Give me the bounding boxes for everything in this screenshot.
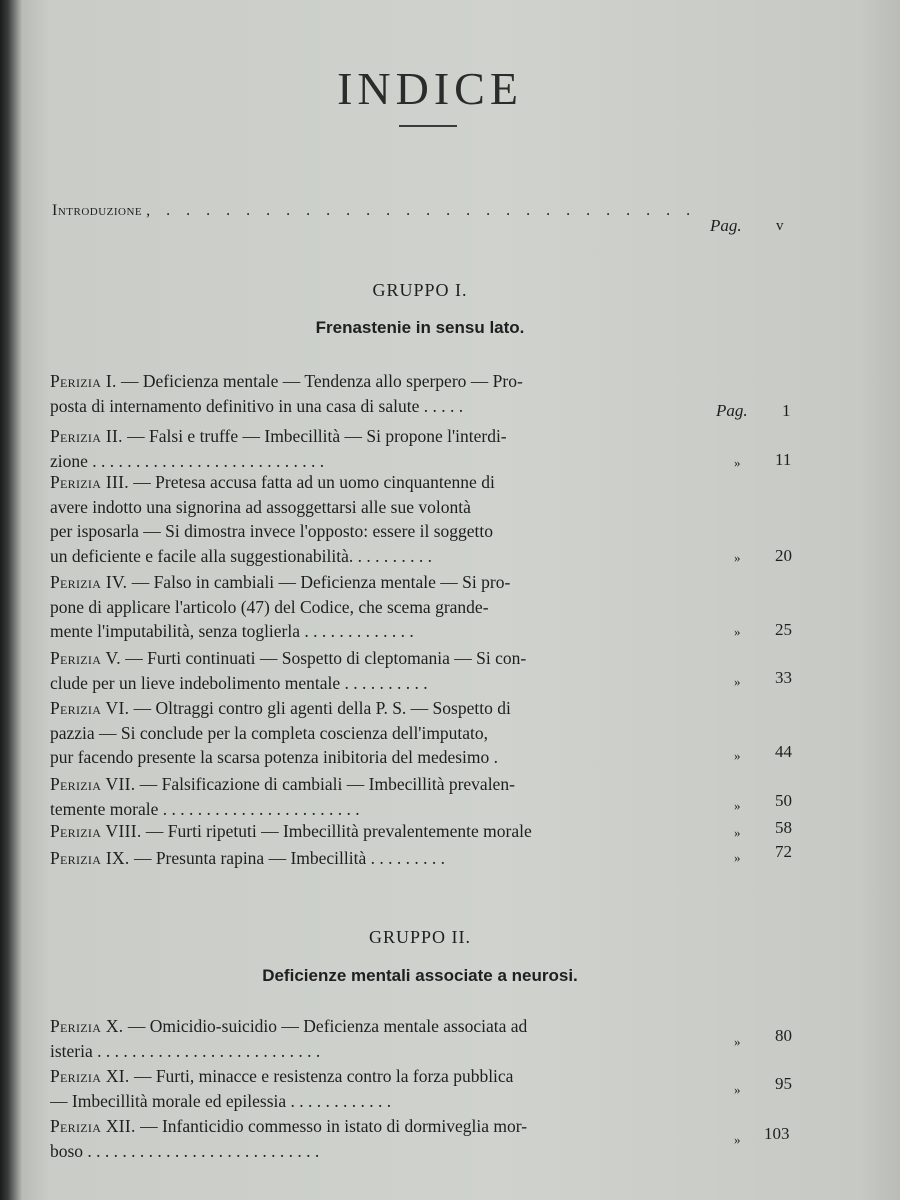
- page-title: INDICE: [337, 63, 523, 114]
- entry-text: — Imbecillità morale ed epilessia . . . . . . . . . . . .: [50, 1090, 392, 1111]
- ditto-mark: »: [734, 624, 741, 639]
- entry-text: zione . . . . . . . . . . . . . . . . . . . . . . . . . . .: [50, 450, 325, 471]
- group-subtitle-1: Frenastenie in sensu lato.: [315, 318, 525, 337]
- entry-text: pazzia — Si conclude per la completa coscienza dell'imputato,: [50, 722, 489, 743]
- entry-text: pur facendo presente la scarsa potenza inibitoria del medesimo .: [50, 747, 499, 767]
- entry-text: — Falsificazione di cambiali — Imbecillità prevalen-: [139, 774, 515, 794]
- entry-text: — Furti, minacce e resistenza contro la forza pubblica: [133, 1066, 514, 1086]
- entry-label: Perizia III.: [50, 472, 129, 492]
- entry-pag: Pag.: [716, 401, 748, 420]
- entry-page: 58: [775, 818, 792, 837]
- entry-text: — Pretesa accusa fatta ad un uomo cinquantenne di: [133, 472, 495, 492]
- entry-label: Perizia IV.: [50, 572, 128, 592]
- entry-label: Perizia V.: [50, 648, 121, 668]
- group-subtitle-2: Deficienze mentali associate a neurosi.: [262, 966, 578, 985]
- entry-text: pone di applicare l'articolo (47) del Codice, che scema grande-: [50, 596, 489, 617]
- ditto-mark: »: [734, 748, 741, 763]
- entry-text: per isposarla — Si dimostra invece l'opposto: essere il soggetto: [50, 521, 494, 541]
- intro-dots: , . . . . . . . . . . . . . . . . . . . . . . . . . . .: [146, 202, 697, 219]
- entry-8: [50, 819, 710, 844]
- entry-label: Perizia XII.: [50, 1116, 136, 1136]
- entry-10: [50, 1014, 710, 1063]
- entry-page: 20: [775, 546, 792, 565]
- entry-label: Perizia X.: [50, 1016, 124, 1036]
- entry-1: [50, 369, 710, 418]
- entry-page: 50: [775, 791, 792, 810]
- ditto-mark: »: [734, 798, 741, 813]
- entry-text: — Deficienza mentale — Tendenza allo sperpero — Pro-: [121, 371, 523, 391]
- entry-6: [50, 696, 710, 770]
- entry-text: clude per un lieve indebolimento mentale . . . . . . . . . .: [50, 672, 428, 693]
- entry-label: Perizia II.: [50, 426, 123, 446]
- entry-page: 95: [775, 1074, 792, 1093]
- entry-label: Perizia IX.: [50, 848, 130, 868]
- ditto-mark: »: [734, 455, 741, 470]
- ditto-mark: »: [734, 674, 741, 689]
- intro-entry: [52, 202, 792, 235]
- entry-label: Perizia XI.: [50, 1066, 130, 1086]
- entry-text: — Furti ripetuti — Imbecillità prevalentemente morale: [145, 821, 532, 841]
- entry-label: Perizia VII.: [50, 774, 136, 794]
- entry-label: Perizia VIII.: [50, 821, 142, 841]
- entry-text: — Oltraggi contro gli agenti della P. S. — Sospetto di: [133, 698, 511, 718]
- entry-label: Perizia I.: [50, 371, 117, 391]
- entry-label: Perizia VI.: [50, 698, 130, 718]
- entry-text: isteria . . . . . . . . . . . . . . . . . . . . . . . . . .: [50, 1040, 321, 1061]
- entry-page: 1: [782, 401, 791, 420]
- entry-page: 80: [775, 1026, 792, 1045]
- ditto-mark: »: [734, 825, 741, 840]
- ditto-mark: »: [734, 1034, 741, 1049]
- ditto-mark: »: [734, 1132, 741, 1147]
- entry-text: — Omicidio-suicidio — Deficienza mentale associata ad: [127, 1016, 528, 1036]
- ditto-mark: »: [734, 1082, 741, 1097]
- entry-3: [50, 470, 710, 568]
- ditto-mark: »: [734, 850, 741, 865]
- entry-text: un deficiente e facile alla suggestionabilità. . . . . . . . . .: [50, 545, 432, 566]
- entry-text: — Infanticidio commesso in istato di dormiveglia mor-: [140, 1116, 528, 1136]
- entry-4: [50, 570, 710, 644]
- entry-text: temente morale . . . . . . . . . . . . . . . . . . . . . . .: [50, 798, 360, 819]
- entry-page: 44: [775, 742, 792, 761]
- intro-label: Introduzione: [52, 202, 143, 219]
- entry-page: 33: [775, 668, 792, 687]
- entry-text: mente l'imputabilità, senza toglierla . . . . . . . . . . . . .: [50, 621, 414, 641]
- entry-page: 11: [775, 450, 792, 469]
- entry-text: — Falso in cambiali — Deficienza mentale — Si pro-: [131, 572, 511, 592]
- group-heading-2: GRUPPO II.: [368, 927, 471, 947]
- entry-text: — Furti continuati — Sospetto di cleptomania — Si con-: [125, 648, 527, 668]
- entry-5: [50, 646, 710, 695]
- entry-page: 103: [764, 1124, 790, 1143]
- entry-page: 25: [775, 620, 792, 639]
- intro-pag: Pag.: [710, 216, 742, 235]
- ditto-mark: »: [734, 550, 741, 565]
- entry-11: [50, 1064, 710, 1113]
- entry-2: [50, 424, 710, 473]
- entry-9: [50, 846, 710, 871]
- entry-page: 72: [775, 842, 792, 861]
- entry-text: avere indotto una signorina ad assoggettarsi alle sue volontà: [50, 496, 471, 517]
- entry-text: — Presunta rapina — Imbecillità . . . . . . . . .: [133, 848, 445, 868]
- group-heading-1: GRUPPO I.: [372, 280, 468, 300]
- entry-7: [50, 772, 710, 821]
- entry-12: [50, 1114, 710, 1163]
- entry-text: posta di internamento definitivo in una casa di salute . . . . .: [50, 395, 464, 416]
- entry-text: — Falsi e truffe — Imbecillità — Si propone l'interdi-: [127, 426, 507, 446]
- title-rule: [399, 125, 457, 127]
- intro-page: v: [776, 218, 784, 234]
- entry-text: boso . . . . . . . . . . . . . . . . . . . . . . . . . . .: [50, 1140, 320, 1161]
